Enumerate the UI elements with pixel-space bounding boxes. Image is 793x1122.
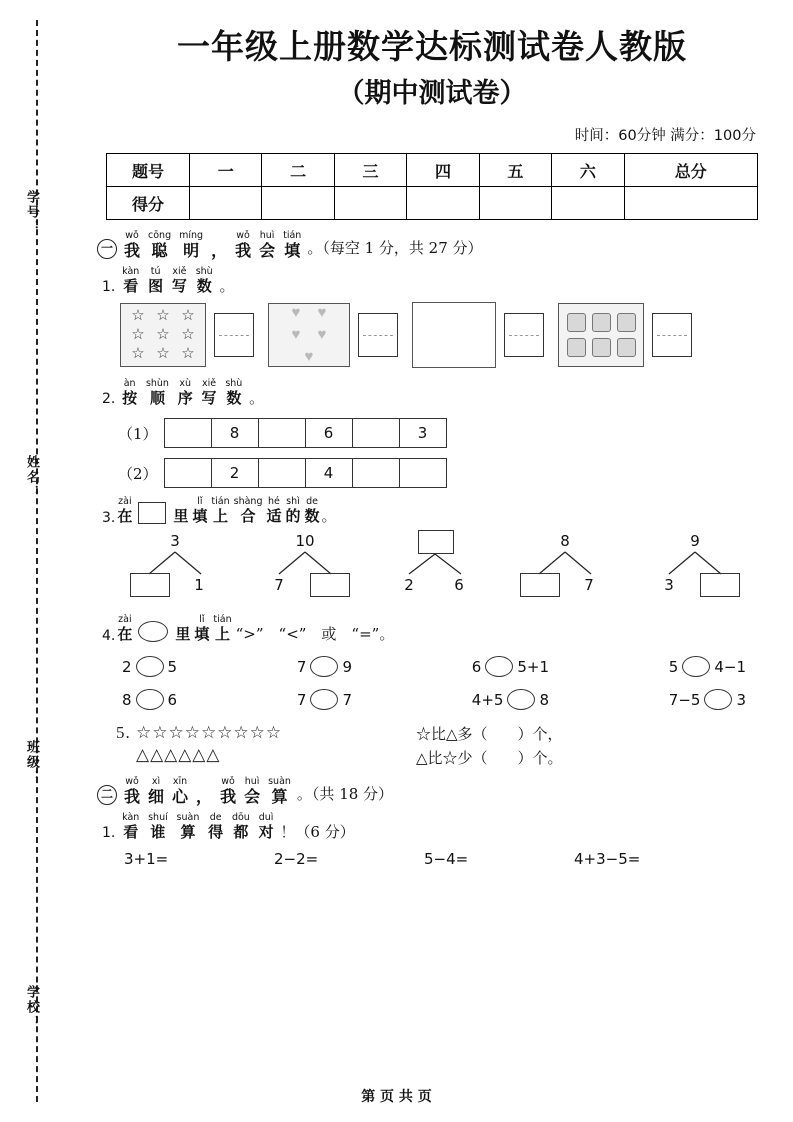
star-icon: ☆ <box>131 326 145 343</box>
bond-top-value: 10 <box>295 532 315 551</box>
ruby-ming: míng 明 <box>179 230 204 261</box>
ruby-wo2: wǒ 我 <box>235 230 252 261</box>
bond-top-value: 8 <box>560 532 570 551</box>
seq-cell[interactable]: 8 <box>211 419 258 448</box>
section-2-marker: 二 <box>96 784 118 805</box>
compare-item <box>122 689 177 710</box>
compare-right: 5+1 <box>517 657 549 676</box>
question-number: 5. <box>116 723 131 743</box>
ruby-li: 里 <box>173 507 189 526</box>
bond-right-value: 7 <box>584 576 594 595</box>
answer-box-empty[interactable] <box>504 313 544 357</box>
compare-oval[interactable] <box>136 689 164 710</box>
square-icon <box>567 313 586 332</box>
star-icon: ☆ <box>131 307 145 324</box>
ruby-li2: 里 <box>175 625 191 644</box>
compare-oval[interactable] <box>310 689 338 710</box>
ruby-tian2: lǐ 填 <box>192 496 208 526</box>
star-icon-box <box>120 303 206 367</box>
compare-right: 6 <box>167 690 178 709</box>
ruby-xin: xīn 心 <box>172 776 189 807</box>
question-1-4 <box>92 614 772 644</box>
compare-oval[interactable] <box>704 689 732 710</box>
calculation-row <box>92 850 772 868</box>
ruby-shui: shuí 谁 <box>148 812 168 842</box>
shape-rows <box>116 722 416 766</box>
bond-right-value: 1 <box>194 576 204 595</box>
compare-right: 7 <box>342 690 352 709</box>
score-cell-5[interactable] <box>479 187 551 220</box>
ruby-hui: huì 会 <box>259 230 276 261</box>
section-2-heading <box>92 776 772 806</box>
square-icon <box>617 338 636 357</box>
ruby-an: àn 按 <box>122 378 138 408</box>
bond-left-value: 7 <box>274 576 284 595</box>
bond-left-box[interactable] <box>130 573 170 597</box>
score-header-5: 五 <box>479 154 551 187</box>
group-hearts <box>268 303 398 367</box>
bond-right-box[interactable] <box>310 573 350 597</box>
bond-left-box[interactable] <box>520 573 560 597</box>
question-2-1 <box>92 812 772 842</box>
ruby-kan2: kàn 看 <box>122 812 140 842</box>
heart-icon: ♥ <box>304 349 314 366</box>
question-1-5 <box>92 722 772 770</box>
seq-cell[interactable] <box>164 419 211 448</box>
score-table <box>106 153 758 220</box>
bond-left-value: 2 <box>404 576 414 595</box>
star-icon: ☆ <box>181 307 195 324</box>
picture-counting-row <box>92 302 772 368</box>
section-1-points: 。（每空 1 分，共 27 分） <box>307 239 483 258</box>
ruby-xie2: xiě 写 <box>201 378 217 408</box>
star-icon: ☆ <box>181 326 195 343</box>
ruby-wo4: wǒ 我 <box>220 776 237 807</box>
triangle-row: △△△△△△ <box>136 745 221 765</box>
seq-cell[interactable] <box>258 459 305 488</box>
blank-box-inline[interactable] <box>138 502 166 524</box>
question-1-4-tail: “>” “<” 或 “=”。 <box>235 625 395 644</box>
ruby-dui: duì 对 <box>258 812 274 842</box>
seq-cell[interactable] <box>399 459 446 488</box>
score-header-1: 一 <box>190 154 262 187</box>
answer-box-stars[interactable] <box>214 313 254 357</box>
star-icon: ☆ <box>156 345 170 362</box>
ruby-tian: tián 填 <box>283 230 302 261</box>
side-label-class: 班级： <box>24 740 39 785</box>
square-icon <box>567 338 586 357</box>
compare-item <box>669 689 746 710</box>
score-header-0: 题号 <box>107 154 190 187</box>
seq-cell[interactable] <box>258 419 305 448</box>
number-bond-2 <box>250 532 360 602</box>
compare-left: 2 <box>122 657 132 676</box>
section-1-heading <box>92 230 772 260</box>
page-title: 一年级上册数学达标测试卷人教版 <box>177 27 687 66</box>
heart-icon: ♥ <box>317 305 327 322</box>
bond-right-box[interactable] <box>700 573 740 597</box>
ruby-xu: xù 序 <box>177 378 193 408</box>
sequence-label-2: （2） <box>118 464 158 483</box>
calc-item[interactable]: 3+1= <box>124 850 169 869</box>
score-cell-6[interactable] <box>552 187 624 220</box>
heart-icon: ♥ <box>291 327 301 344</box>
seq-cell[interactable]: 4 <box>305 459 352 488</box>
compare-oval[interactable] <box>682 656 710 677</box>
question-1-2 <box>92 378 772 408</box>
bond-left-value: 3 <box>664 576 674 595</box>
star-icon: ☆ <box>181 345 195 362</box>
ruby-shang: tián 上 <box>211 496 230 526</box>
ruby-tian3: lǐ 填 <box>194 614 210 644</box>
compare-row-1 <box>92 656 772 677</box>
question-1-3-tail: 。 <box>321 507 337 526</box>
square-icon-box <box>558 303 644 367</box>
ruby-hui2: huì 会 <box>244 776 261 807</box>
ruby-suan: suàn 算 <box>268 776 291 807</box>
section-2-points: 。（共 18 分） <box>296 785 394 804</box>
table-row-header <box>107 154 758 187</box>
question-number: 4. <box>102 628 116 645</box>
bond-top-value: 9 <box>690 532 700 551</box>
score-header-6: 六 <box>552 154 624 187</box>
page-content <box>92 0 772 868</box>
star-icon: ☆ <box>156 307 170 324</box>
compare-left: 8 <box>122 690 132 709</box>
compare-oval[interactable] <box>136 656 164 677</box>
section-1-marker: 一 <box>96 238 118 259</box>
compare-questions <box>416 722 563 770</box>
ruby-de2: de 得 <box>208 812 224 842</box>
ruby-shun: shùn 顺 <box>145 378 169 408</box>
sequence-row-1 <box>92 418 772 448</box>
compare-right: 4−1 <box>714 657 746 676</box>
compare-left: 4+5 <box>471 690 504 709</box>
compare-question-line-2: △比☆少（ ）个。 <box>416 749 563 768</box>
number-bond-4 <box>510 532 620 602</box>
compare-item <box>297 656 352 677</box>
compare-item <box>122 656 177 677</box>
question-1-1 <box>92 266 772 296</box>
seq-cell[interactable] <box>352 419 399 448</box>
time-and-score: 时间：60分钟 满分：100分 <box>574 128 756 145</box>
question-number: 3. <box>102 510 116 527</box>
ruby-he: shàng 合 <box>233 496 263 526</box>
seq-cell[interactable] <box>352 459 399 488</box>
ruby-wo3: wǒ 我 <box>124 776 141 807</box>
star-row: 5. ☆☆☆☆☆☆☆☆☆ <box>116 723 283 743</box>
compare-oval[interactable] <box>507 689 535 710</box>
square-icon <box>592 313 611 332</box>
score-cell-4[interactable] <box>407 187 479 220</box>
ruby-shang2: tián 上 <box>213 614 232 644</box>
ruby-shu: shù 数 <box>195 266 213 296</box>
compare-right: 3 <box>736 690 746 709</box>
compare-left: 7 <box>296 657 307 676</box>
score-cell-1[interactable] <box>190 187 262 220</box>
heart-icon-box <box>268 303 350 367</box>
group-empty <box>412 302 544 368</box>
table-row-score <box>107 187 758 220</box>
group-squares <box>558 303 692 367</box>
score-cell-7[interactable] <box>624 187 757 220</box>
score-header-2: 二 <box>262 154 334 187</box>
ruby-kan: kàn 看 <box>122 266 140 296</box>
compare-left: 5 <box>668 657 679 676</box>
ruby-wo: wǒ 我 <box>124 230 141 261</box>
heart-icon: ♥ <box>291 305 301 322</box>
seq-cell[interactable]: 2 <box>211 459 258 488</box>
blank-oval-inline[interactable] <box>138 621 168 642</box>
empty-box <box>412 302 496 368</box>
sequence-row-2 <box>92 458 772 488</box>
sequence-table-2 <box>164 458 447 488</box>
number-bond-row <box>92 528 772 602</box>
ruby-de: shì 的 <box>285 496 301 526</box>
question-1-2-tail: 。 <box>249 389 265 408</box>
ruby-xie: xiě 写 <box>171 266 187 296</box>
score-header-4: 四 <box>407 154 479 187</box>
compare-right: 8 <box>539 690 549 709</box>
compare-left: 6 <box>471 657 482 676</box>
question-1-3 <box>92 496 772 526</box>
sequence-table-1 <box>164 418 447 448</box>
score-cell-3[interactable] <box>334 187 406 220</box>
ruby-shu3: de 数 <box>304 496 320 526</box>
calc-item[interactable]: 4+3−5= <box>574 850 641 869</box>
compare-left: 7−5 <box>668 690 701 709</box>
compare-item <box>297 689 352 710</box>
ruby-xi: xì 细 <box>148 776 165 807</box>
ruby-comma2: ， <box>196 787 213 807</box>
score-header-3: 三 <box>334 154 406 187</box>
ruby-shi: hé 适 <box>266 496 282 526</box>
ruby-tu: tú 图 <box>148 266 164 296</box>
bond-top-value: 3 <box>170 532 180 551</box>
side-label-student-id: 学号： <box>24 190 39 235</box>
question-number: 2. <box>102 391 116 408</box>
group-stars <box>120 303 254 367</box>
question-2-1-tail: ！（6 分） <box>280 823 355 842</box>
square-icon <box>592 338 611 357</box>
compare-right: 5 <box>167 657 178 676</box>
star-icon: ☆ <box>131 345 145 362</box>
ruby-dou: dōu 都 <box>231 812 250 842</box>
compare-left: 7 <box>296 690 307 709</box>
sequence-label-1: （1） <box>118 424 158 443</box>
ruby-comma: ， <box>211 241 228 261</box>
number-bond-5 <box>640 532 750 602</box>
ruby-zai2: zài 在 <box>117 614 133 644</box>
compare-item <box>472 689 549 710</box>
page-footer: 第 页 共 页 <box>361 1089 432 1105</box>
calc-item[interactable]: 2−2= <box>274 850 319 869</box>
score-label: 得分 <box>107 187 190 220</box>
compare-item <box>669 656 746 677</box>
answer-box-squares[interactable] <box>652 313 692 357</box>
side-label-school: 学校： <box>24 985 39 1030</box>
calc-item[interactable]: 5−4= <box>424 850 469 869</box>
square-icon <box>617 313 636 332</box>
answer-box-hearts[interactable] <box>358 313 398 357</box>
seq-cell[interactable]: 3 <box>399 419 446 448</box>
page-subtitle: （期中测试卷） <box>337 78 527 110</box>
question-number: 1. <box>102 279 116 296</box>
binding-dashed-line <box>36 20 38 1102</box>
ruby-zai: zài 在 <box>117 496 133 526</box>
star-icon: ☆ <box>156 326 170 343</box>
number-bond-3 <box>380 532 490 602</box>
ruby-cong: cōng 聪 <box>148 230 172 261</box>
side-label-name: 姓名： <box>24 455 39 500</box>
bond-right-value: 6 <box>454 576 464 595</box>
heart-icon: ♥ <box>317 327 327 344</box>
compare-item <box>472 656 549 677</box>
ruby-shu2: shù 数 <box>225 378 243 408</box>
ruby-suan2: suàn 算 <box>176 812 200 842</box>
score-header-7: 总分 <box>624 154 757 187</box>
compare-oval[interactable] <box>485 656 513 677</box>
question-1-1-tail: 。 <box>219 277 235 296</box>
score-cell-2[interactable] <box>262 187 334 220</box>
seq-cell[interactable] <box>164 459 211 488</box>
compare-oval[interactable] <box>310 656 338 677</box>
compare-row-2 <box>92 689 772 710</box>
compare-question-line-1: ☆比△多（ ）个， <box>416 725 563 744</box>
compare-right: 9 <box>342 657 352 676</box>
number-bond-1 <box>120 532 230 602</box>
question-number: 1. <box>102 825 116 842</box>
seq-cell[interactable]: 6 <box>305 419 352 448</box>
